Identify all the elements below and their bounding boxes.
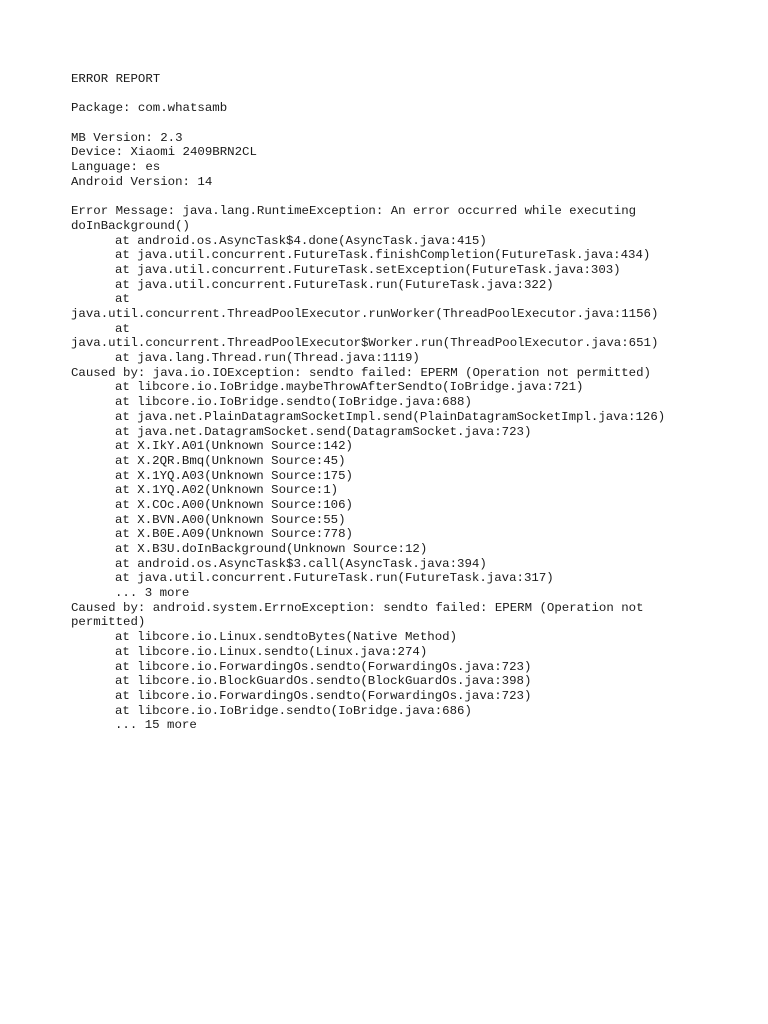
- android-version-line: Android Version: 14: [71, 174, 213, 189]
- spacer: [71, 190, 711, 205]
- caused-by-line: Caused by: java.io.IOException: sendto failed: EPERM (Operation not permitted): [71, 365, 651, 380]
- more-frames: ... 3 more: [115, 586, 190, 601]
- stack-frame: at libcore.io.IoBridge.sendto(IoBridge.java:688): [115, 395, 472, 410]
- stack-frame: at X.2QR.Bmq(Unknown Source:45): [115, 453, 346, 468]
- error-message-line: doInBackground(): [71, 218, 190, 233]
- stack-frame: at libcore.io.Linux.sendtoBytes(Native Method): [115, 630, 458, 645]
- language-line: Language: es: [71, 160, 161, 175]
- stack-frame: at libcore.io.IoBridge.sendto(IoBridge.java:686): [115, 703, 472, 718]
- stack-frame: at java.net.PlainDatagramSocketImpl.send(PlainDatagramSocketImpl.java:126): [115, 409, 666, 424]
- stack-frame: at X.B0E.A09(Unknown Source:778): [115, 527, 353, 542]
- error-message-line: Error Message: java.lang.RuntimeException: An error occurred while executing: [71, 204, 637, 219]
- stack-frame: at: [115, 292, 130, 307]
- stack-frame: at libcore.io.IoBridge.maybeThrowAfterSendto(IoBridge.java:721): [115, 380, 584, 395]
- stack-frame: at java.util.concurrent.FutureTask.run(FutureTask.java:317): [115, 571, 554, 586]
- spacer: [71, 116, 711, 131]
- stack-frame: at X.1YQ.A03(Unknown Source:175): [115, 468, 353, 483]
- stack-frame: at android.os.AsyncTask$4.done(AsyncTask.java:415): [115, 233, 487, 248]
- stack-frame-wrap: java.util.concurrent.ThreadPoolExecutor.runWorker(ThreadPoolExecutor.java:1156): [71, 307, 659, 321]
- stack-frame: at libcore.io.ForwardingOs.sendto(ForwardingOs.java:723): [115, 659, 532, 674]
- stack-frame-wrap: java.util.concurrent.ThreadPoolExecutor$Worker.run(ThreadPoolExecutor.java:651): [71, 336, 659, 351]
- stack-frame: at java.util.concurrent.FutureTask.setException(FutureTask.java:303): [115, 262, 621, 277]
- stack-frame: at X.COc.A00(Unknown Source:106): [115, 497, 353, 512]
- stack-frame: at java.util.concurrent.FutureTask.finishCompletion(FutureTask.java:434): [115, 248, 651, 263]
- stack-frame: at android.os.AsyncTask$3.call(AsyncTask.java:394): [115, 556, 487, 571]
- stack-frame: at: [115, 321, 130, 336]
- stack-frame: at X.1YQ.A02(Unknown Source:1): [115, 483, 339, 498]
- caused-by-line: Caused by: android.system.ErrnoException: sendto failed: EPERM (Operation not: [71, 600, 644, 615]
- package-line: Package: com.whatsamb: [71, 101, 228, 116]
- report-title: ERROR REPORT: [71, 72, 161, 86]
- stack-frame: at libcore.io.ForwardingOs.sendto(ForwardingOs.java:723): [115, 688, 532, 703]
- stack-frame: at X.BVN.A00(Unknown Source:55): [115, 512, 346, 527]
- stack-frame: at java.lang.Thread.run(Thread.java:1119): [115, 351, 420, 366]
- stack-frame: at X.B3U.doInBackground(Unknown Source:12): [115, 542, 428, 556]
- more-frames: ... 15 more: [115, 718, 197, 733]
- stack-frame: at X.IkY.A01(Unknown Source:142): [115, 439, 353, 454]
- stack-frame: at java.util.concurrent.FutureTask.run(FutureTask.java:322): [115, 277, 554, 292]
- device-line: Device: Xiaomi 2409BRN2CL: [71, 145, 257, 160]
- caused-by-line: permitted): [71, 615, 146, 630]
- stack-frame: at libcore.io.Linux.sendto(Linux.java:274): [115, 644, 428, 659]
- stack-frame: at libcore.io.BlockGuardOs.sendto(BlockGuardOs.java:398): [115, 674, 532, 689]
- stack-frame: at java.net.DatagramSocket.send(DatagramSocket.java:723): [115, 424, 532, 439]
- version-line: MB Version: 2.3: [71, 130, 183, 145]
- error-report: [71, 72, 711, 733]
- spacer: [71, 87, 711, 102]
